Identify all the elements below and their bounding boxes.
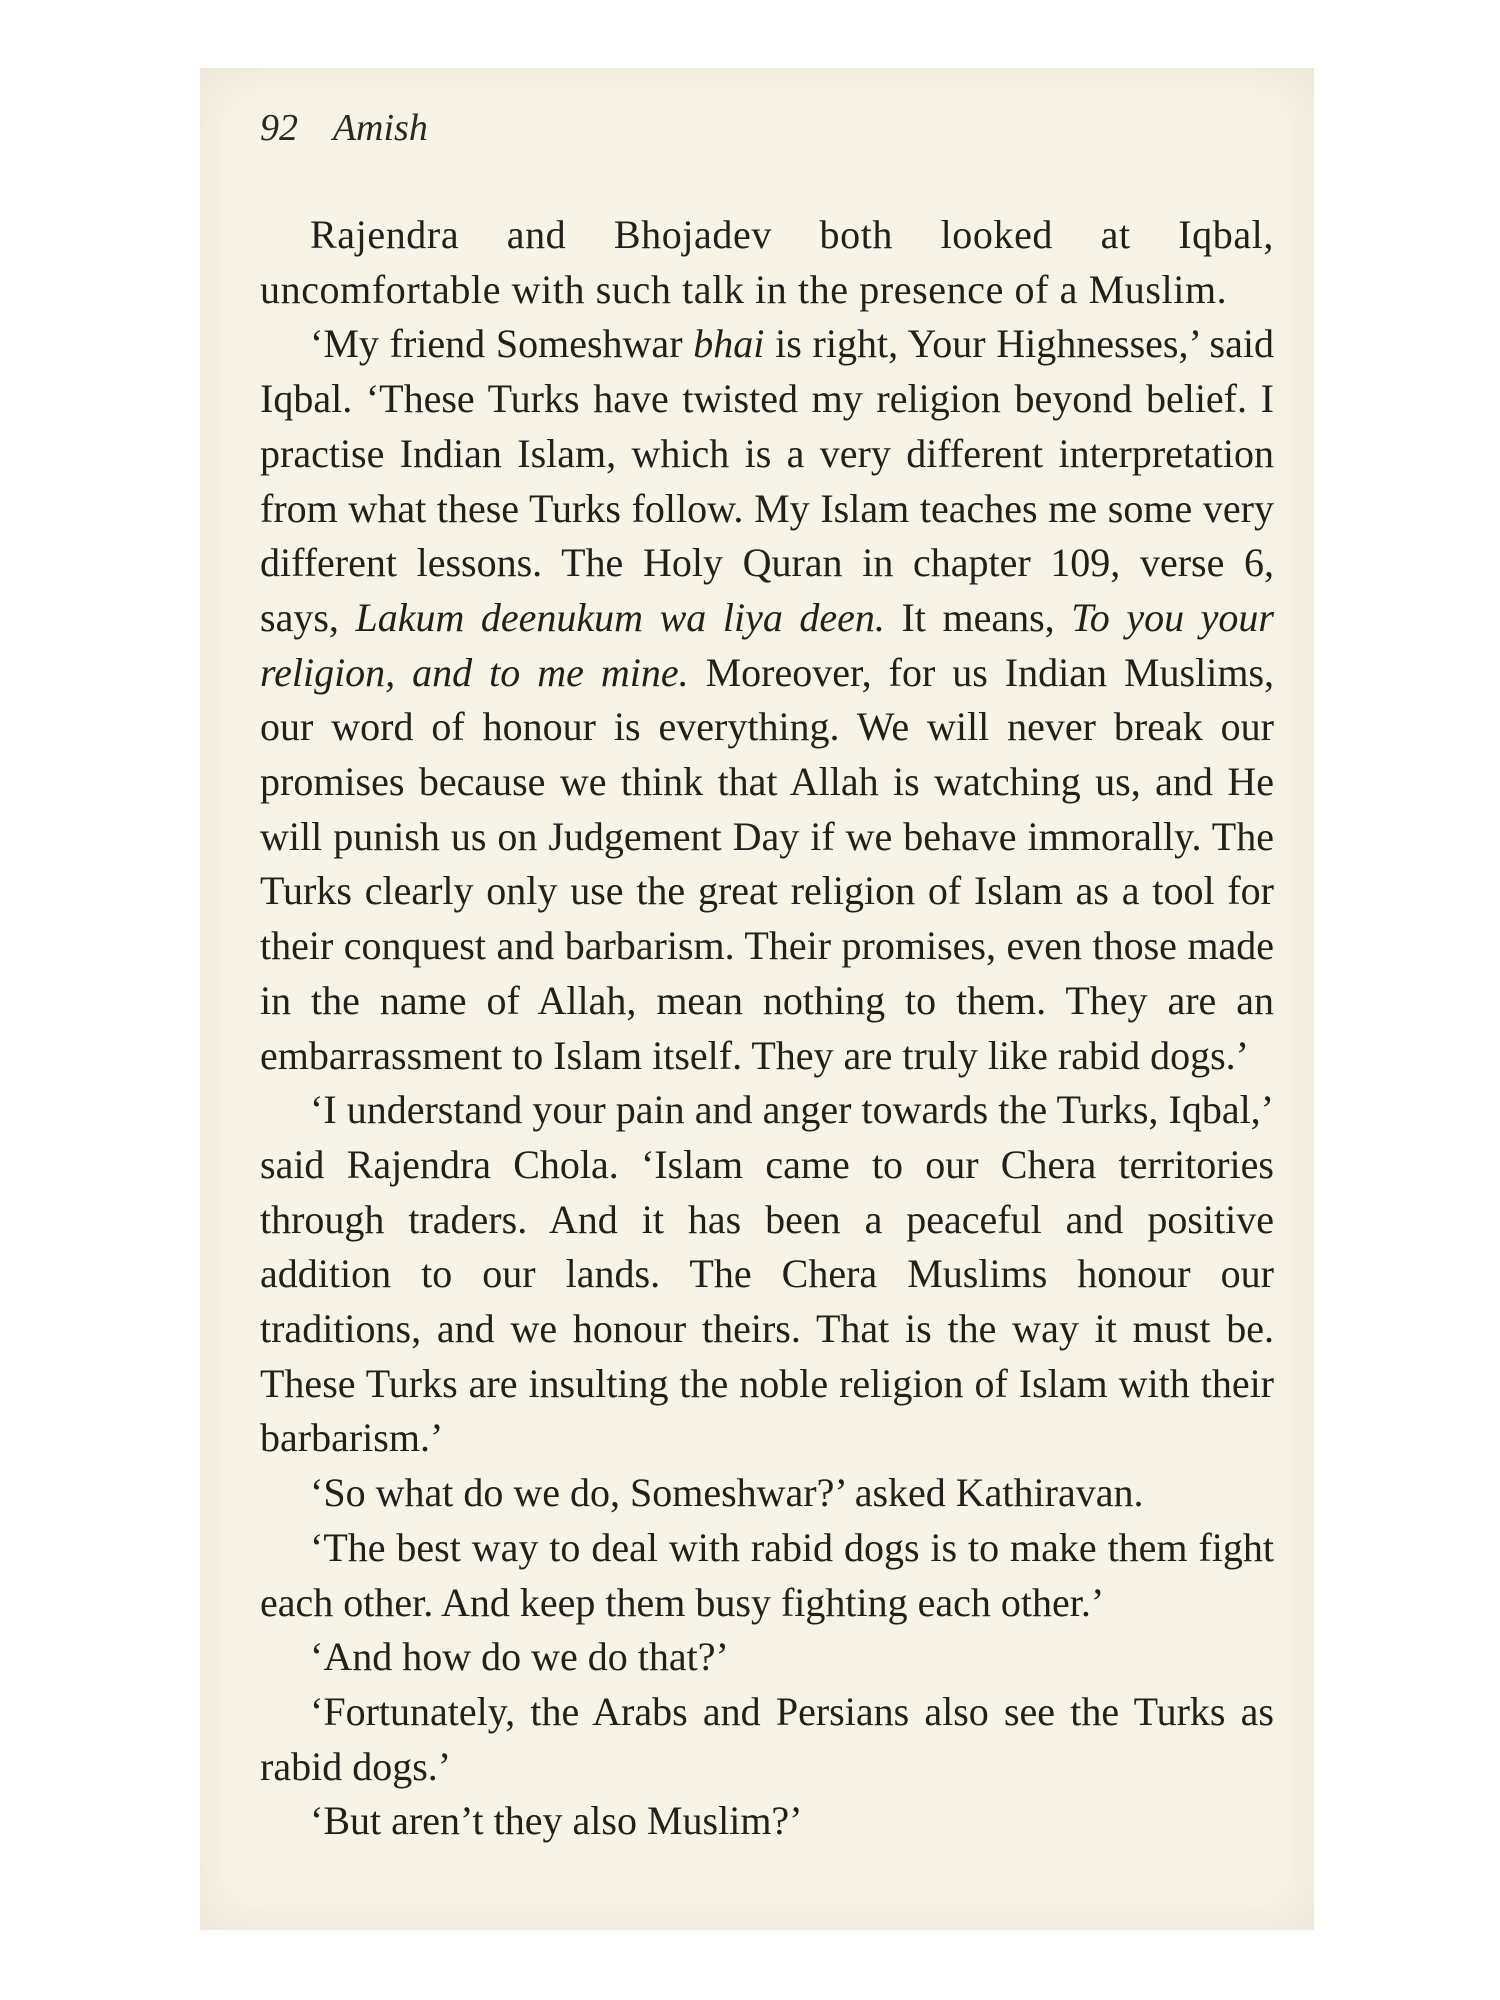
italic-run: To you your religion, and to me mine. <box>260 594 1274 695</box>
text-run: Rajendra and Bhojadev both looked at Iqbal, uncomfortable with such talk in the presence of a Muslim. <box>260 212 1274 312</box>
running-header <box>260 106 428 150</box>
italic-run: Lakum deenukum wa liya deen. <box>355 594 885 640</box>
paragraph <box>260 317 1274 1083</box>
text-run: Moreover, for us Indian Muslims, our word of honour is everything. We will never break our promises because we think that Allah is watching us, and He will punish us on Judgement Day if we behave immorally. The Turks clearly only use the great religion of Islam as a tool for their conquest and barbarism. Their promises, even those made in the name of Allah, mean nothing to them. They are an embarrassment to Islam itself. They are truly like rabid dogs.’ <box>260 649 1275 1078</box>
text-run: It means, <box>884 594 1072 640</box>
paragraph <box>260 1794 1274 1849</box>
author-name: Amish <box>332 107 428 149</box>
text-run: ‘I understand your pain and anger towards the Turks, Iqbal,’ said Rajendra Chola. ‘Islam came to our Chera territories through traders. And it has been a peaceful and positive addition to our lands. The Chera Muslims honour our traditions, and we honour theirs. That is the way it must be. These Turks are insulting the noble religion of Islam with their barbarism.’ <box>260 1087 1274 1461</box>
text-run: ‘Fortunately, the Arabs and Persians also see the Turks as rabid dogs.’ <box>260 1688 1274 1789</box>
paragraph <box>260 1630 1274 1685</box>
text-run: ‘My friend Someshwar <box>310 321 694 367</box>
page-number: 92 <box>260 107 298 149</box>
book-page <box>200 68 1314 1930</box>
text-run: ‘And how do we do that?’ <box>310 1634 729 1680</box>
paragraph <box>260 1685 1274 1794</box>
text-run: ‘The best way to deal with rabid dogs is to make them fight each other. And keep them busy fighting each other.’ <box>260 1524 1274 1625</box>
paragraph <box>260 1083 1274 1466</box>
paragraph <box>260 1466 1274 1521</box>
body-text <box>260 208 1274 1849</box>
text-run: ‘But aren’t they also Muslim?’ <box>310 1798 803 1844</box>
paragraph <box>260 208 1274 317</box>
text-run: is right, Your Highnesses,’ said Iqbal. ‘These Turks have twisted my religion beyond belief. I practise Indian Islam, which is a very different interpretation from what these Turks follow. My Islam teaches me some very different lessons. The Holy Quran in chapter 109, verse 6, says, <box>260 321 1274 640</box>
paragraph <box>260 1521 1274 1630</box>
italic-run: bhai <box>693 321 765 367</box>
text-run: ‘So what do we do, Someshwar?’ asked Kathiravan. <box>310 1470 1144 1516</box>
